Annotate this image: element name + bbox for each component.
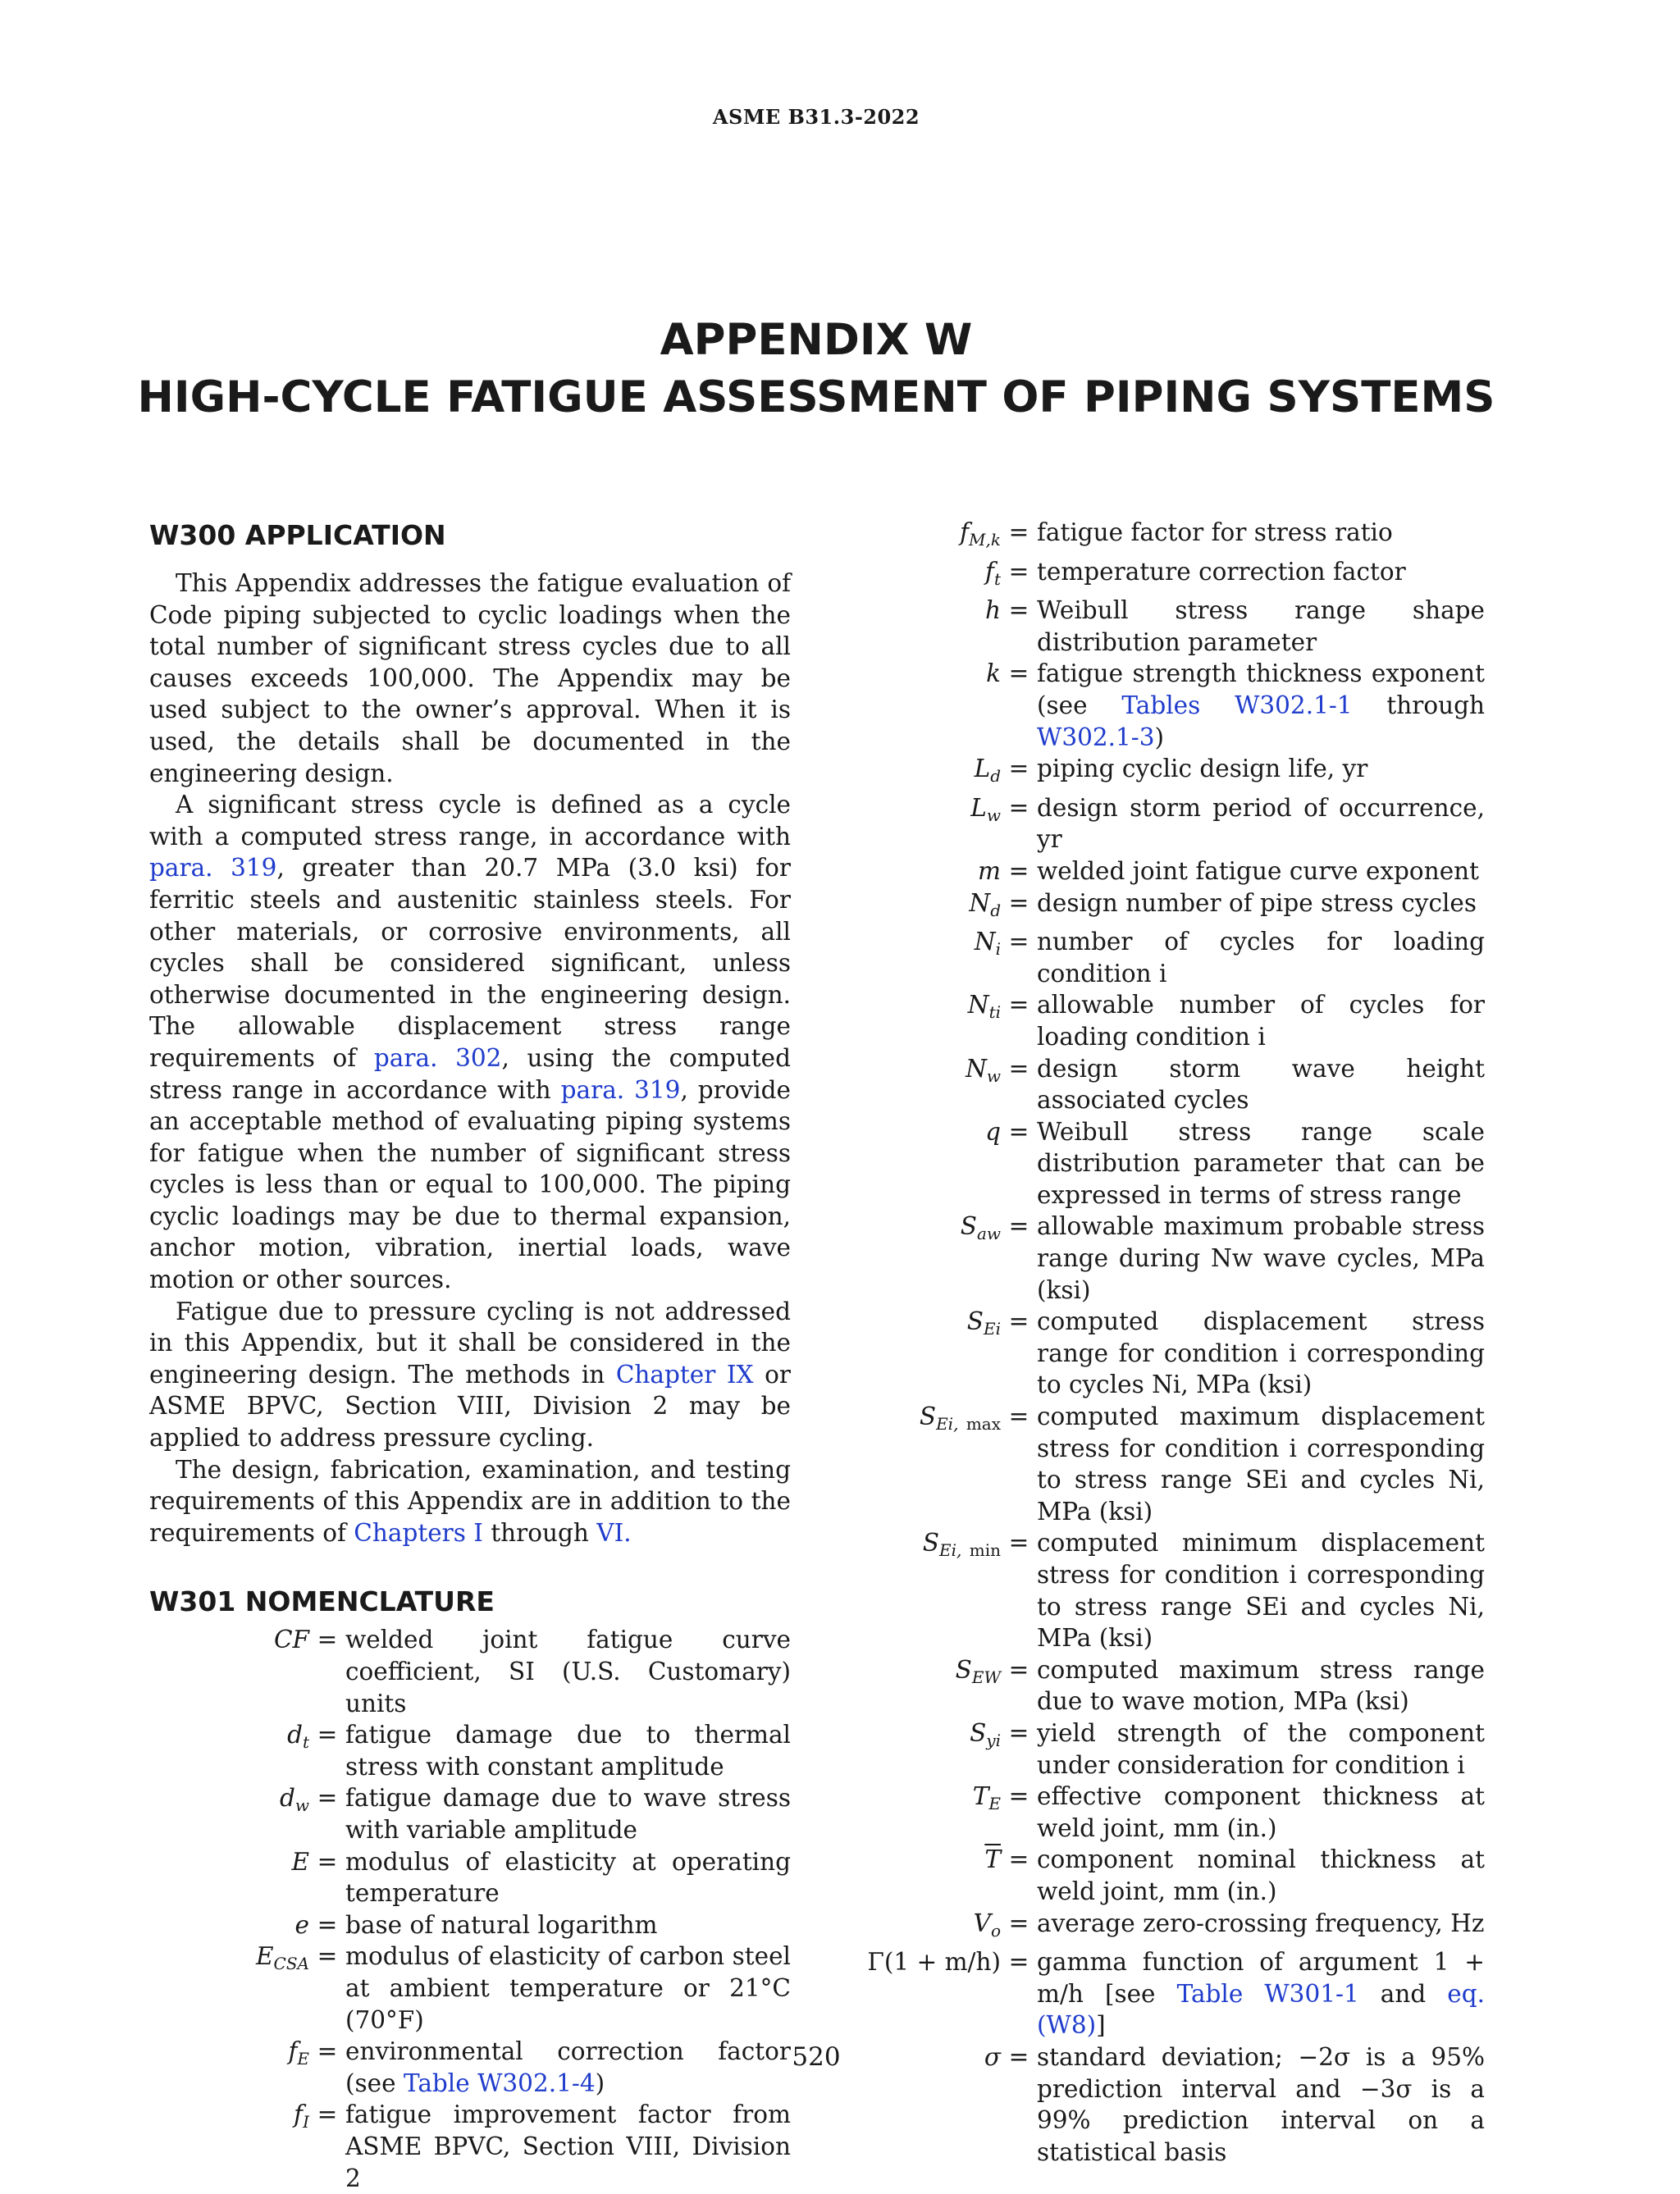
eq-w8-link[interactable]: eq. (W8) (1037, 1979, 1485, 2040)
w302-1-3-link[interactable]: W302.1-3 (1037, 723, 1155, 751)
w301-heading: W301 NOMENCLATURE (149, 1585, 495, 1618)
nomenclature-entry-gamma: Γ(1 + m/h) = gamma function of argument 1 + m/h [see Table W301-1 and eq. (W8)] (867, 1948, 1485, 2040)
table-w301-1-link[interactable]: Table W301-1 (1176, 1979, 1359, 2008)
nomenclature-entry-sei-max: $S_{Ei,}$ $_{max}$ = computed maximum displacement stress for condition i corresponding to stress range SEi and cycles Ni, MPa (ksi) (919, 1403, 1485, 1526)
nomenclature-entry-m: m = welded joint fatigue curve exponent (978, 856, 1480, 885)
left-column (149, 517, 791, 2194)
nomenclature-entry-e-modulus: E = modulus of elasticity at operating temperature (291, 1847, 791, 1908)
nomenclature-entry-sigma: σ = standard deviation; −2σ is a 95% prediction interval and −3σ is a 99% prediction interval on a statistical basis (984, 2042, 1485, 2166)
running-header: ASME B31.3-2022 (712, 105, 920, 129)
nomenclature-entry-fi: $f_I$ = fatigue improvement factor from ASME BPVC, Section VIII, Division 2 (294, 2100, 791, 2192)
nomenclature-entry-fe: $f_E$ = environmental correction factor (see Table W302.1-4) (288, 2037, 791, 2097)
nomenclature-entry-ld: $L_d$ = piping cyclic design life, yr (974, 755, 1368, 787)
nomenclature-entry-ni: $N_i$ = number of cycles for loading condition i (974, 928, 1485, 988)
nomenclature-entry-t-bar: $\overline{T}$ = component nominal thickness at weld joint, mm (in.) (984, 1845, 1485, 1905)
nomenclature-entry-nw: $N_w$ = design storm wave height associated cycles (966, 1054, 1485, 1115)
nomenclature-entry-saw: $S_{aw}$ = allowable maximum probable stress range during Nw wave cycles, MPa (ksi) (960, 1212, 1485, 1304)
tables-w302-1-1-link[interactable]: Tables W302.1-1 (1121, 691, 1353, 719)
nomenclature-entry-k: k = fatigue strength thickness exponent (see Tables W302.1-1 through W302.1-3) (986, 659, 1485, 751)
nomenclature-entry-q: q = Weibull stress range scale distribution parameter that can be expressed in terms of stress range (985, 1117, 1485, 1209)
nomenclature-entry-sei-min: $S_{Ei,}$ $_{min}$ = computed minimum displacement stress for condition i corresponding to stress range SEi and cycles Ni, MPa (ksi) (922, 1529, 1485, 1653)
nomenclature-entry-sew: $S_{EW}$ = computed maximum stress range due to wave motion, MPa (ksi) (955, 1655, 1485, 1716)
nomenclature-entry-dt: $d_t$ = fatigue damage due to thermal stress with constant amplitude (287, 1721, 791, 1781)
w300-paragraph-1: This Appendix addresses the fatigue evaluation of Code piping subjected to cyclic loadings when the total number of significant stress cycles due to all causes exceeds 100,000. The Appendix may be used subject to the owner’s approval. When it is used, the details shall be documented in the engineering design. (149, 569, 791, 787)
nomenclature-entry-syi: $S_{yi}$ = yield strength of the component under consideration for condition i (970, 1718, 1485, 1779)
nomenclature-entry-nd: $N_d$ = design number of pipe stress cycles (969, 888, 1477, 920)
nomenclature-list-right (861, 517, 1485, 2168)
nomenclature-entry-h: h = Weibull stress range shape distribution parameter (985, 596, 1485, 656)
table-w302-1-4-link[interactable]: Table W302.1-4 (403, 2069, 596, 2097)
appendix-title-line2: HIGH-CYCLE FATIGUE ASSESSMENT OF PIPING SYSTEMS (137, 372, 1495, 422)
chapters-i-link[interactable]: Chapters I (354, 1518, 483, 1547)
nomenclature-entry-nti: $N_{ti}$ = allowable number of cycles for loading condition i (967, 991, 1485, 1051)
w300-paragraph-4: The design, fabrication, examination, and testing requirements of this Appendix are in addition to the requirements of Chapters I through VI. (149, 1455, 791, 1547)
nomenclature-entry-vo: $V_o$ = average zero-crossing frequency, Hz (973, 1909, 1485, 1941)
nomenclature-entry-lw: $L_w$ = design storm period of occurrence, yr (970, 793, 1485, 854)
nomenclature-entry-fmk: $f_{M,k}$ = fatigue factor for stress ratio (960, 518, 1393, 550)
para-319-link-2[interactable]: para. 319 (560, 1075, 681, 1104)
nomenclature-list-left (149, 1624, 791, 2194)
nomenclature-entry-e-natural: e = base of natural logarithm (294, 1910, 658, 1939)
nomenclature-entry-dw: $d_w$ = fatigue damage due to wave stress with variable amplitude (279, 1784, 791, 1844)
para-302-link[interactable]: para. 302 (373, 1043, 502, 1072)
nomenclature-entry-cf: CF = welded joint fatigue curve coefficient, SI (U.S. Customary) units (273, 1626, 791, 1717)
w300-heading: W300 APPLICATION (149, 519, 446, 551)
nomenclature-entry-ft: $f_t$ = temperature correction factor (985, 557, 1406, 589)
chapter-vi-link[interactable]: VI. (596, 1518, 632, 1547)
nomenclature-entry-sei: $S_{Ei}$ = computed displacement stress range for condition i corresponding to cycles Ni, MPa (ksi) (966, 1307, 1485, 1399)
nomenclature-entry-ecsa: $E_{CSA}$ = modulus of elasticity of carbon steel at ambient temperature or 21°C (70°F) (256, 1942, 791, 2034)
appendix-title (0, 312, 1632, 426)
w300-paragraph-2: A significant stress cycle is defined as a cycle with a computed stress range, in accordance with para. 319, greater than 20.7 MPa (3.0 ksi) for ferritic steels and austenitic stainless steels. For other materials, or corrosive environments, all cycles shall be considered significant, unless otherwise documented in the engineering design. The allowable displacement stress range requirements of para. 302, using the computed stress range in accordance with para. 319, provide an acceptable method of evaluating piping systems for fatigue when the number of significant stress cycles is less than or equal to 100,000. The piping cyclic loadings may be due to thermal expansion, anchor motion, vibration, inertial loads, wave motion or other sources. (149, 791, 791, 1294)
page-number: 520 (792, 2042, 841, 2072)
nomenclature-entry-te: $T_E$ = effective component thickness at weld joint, mm (in.) (972, 1782, 1485, 1842)
chapter-ix-link[interactable]: Chapter IX (615, 1360, 754, 1389)
para-319-link[interactable]: para. 319 (149, 854, 277, 883)
appendix-title-line1: APPENDIX W (660, 315, 973, 365)
w300-paragraph-3: Fatigue due to pressure cycling is not addressed in this Appendix, but it shall be considered in the engineering design. The methods in Chapter IX or ASME BPVC, Section VIII, Division 2 may be applied to address pressure cycling. (149, 1297, 791, 1453)
